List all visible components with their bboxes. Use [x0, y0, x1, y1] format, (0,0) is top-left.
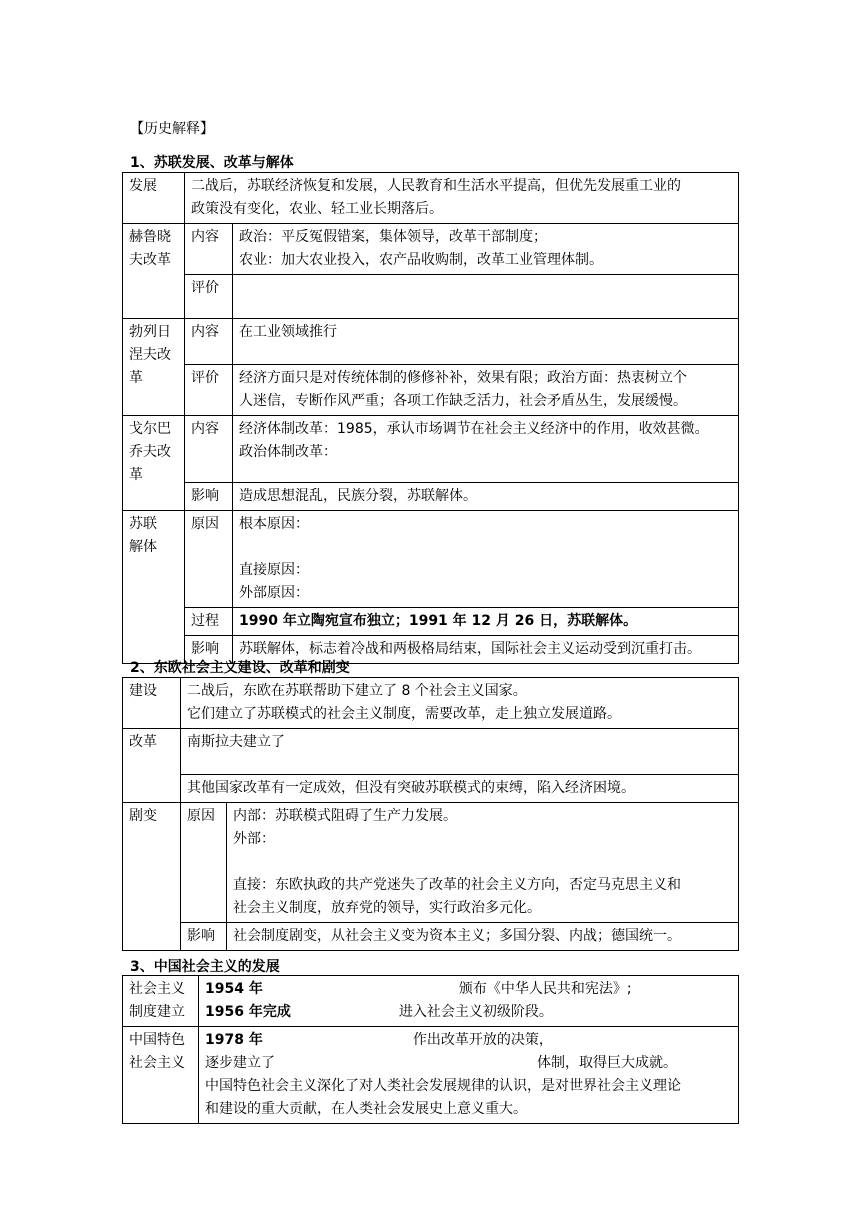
dissolution-impact-label: 影响 [185, 636, 233, 664]
build-text: 二战后，东欧在苏联帮助下建立了 8 个社会主义国家。 它们建立了苏联模式的社会主义制度，需要改革，走上独立发展道路。 [181, 678, 739, 729]
brezhnev-content: 在工业领域推行 [233, 319, 739, 365]
cs-significance-1: 中国特色社会主义深化了对人类社会发展规律的认识，是对世界社会主义理论 [205, 1078, 681, 1094]
establish-label: 社会主义 制度建立 [123, 976, 199, 1027]
est-primary-stage: 进入社会主义初级阶段。 [398, 1004, 553, 1020]
khrushchev-content: 政治：平反冤假错案，集体领导，改革干部制度； 农业：加大农业投入，农产品收购制，改革工业管理体制。 [233, 224, 739, 275]
khrushchev-content-label: 内容 [185, 224, 233, 275]
cs-reform-decision: 作出改革开放的决策， [412, 1032, 553, 1048]
section-3-title: 3、中国社会主义的发展 [130, 959, 280, 975]
reform-label: 改革 [123, 729, 181, 803]
khrushchev-eval [233, 275, 739, 319]
dissolution-impact: 苏联解体，标志着冷战和两极格局结束，国际社会主义运动受到沉重打击。 [233, 636, 739, 664]
dissolution-cause-label: 原因 [185, 511, 233, 608]
est-1954: 1954 年 [205, 981, 263, 997]
eastern-europe-table [122, 677, 739, 951]
page-heading: 【历史解释】 [130, 121, 214, 137]
est-1956: 1956 年完成 [205, 1004, 291, 1020]
dissolution-process: 1990 年立陶宛宣布独立；1991 年 12 月 26 日，苏联解体。 [233, 608, 739, 636]
upheaval-impact-label: 影响 [181, 923, 227, 951]
cs-1978: 1978 年 [205, 1032, 263, 1048]
ussr-table [122, 172, 739, 664]
dissolution-label: 苏联 解体 [123, 511, 185, 664]
cs-significance-2: 和建设的重大贡献，在人类社会发展史上意义重大。 [205, 1101, 527, 1117]
khrushchev-label: 赫鲁晓 夫改革 [123, 224, 185, 319]
section-1-title: 1、苏联发展、改革与解体 [130, 155, 294, 171]
cs-established: 逐步建立了 [205, 1055, 275, 1071]
upheaval-cause-label: 原因 [181, 803, 227, 923]
brezhnev-label: 勃列日 涅夫改 革 [123, 319, 185, 416]
gorbachev-content-label: 内容 [185, 416, 233, 483]
reform-others: 其他国家改革有一定成效，但没有突破苏联模式的束缚，陷入经济困境。 [181, 775, 739, 803]
section-2-title: 2、东欧社会主义建设、改革和剧变 [130, 660, 350, 676]
dissolution-cause: 根本原因： 直接原因： 外部原因： [233, 511, 739, 608]
upheaval-cause: 内部：苏联模式阻碍了生产力发展。 外部： 直接：东欧执政的共产党迷失了改革的社会主义方向，否定马克思主义和 社会主义制度，放弃党的领导，实行政治多元化。 [227, 803, 739, 923]
gorbachev-impact-label: 影响 [185, 483, 233, 511]
ussr-dev-label: 发展 [123, 173, 185, 224]
china-table [122, 975, 739, 1124]
chinese-socialism-label: 中国特色 社会主义 [123, 1027, 199, 1124]
cs-system: 体制，取得巨大成就。 [537, 1055, 677, 1071]
brezhnev-eval-label: 评价 [185, 365, 233, 416]
reform-yugoslavia: 南斯拉夫建立了 [181, 729, 739, 775]
upheaval-label: 剧变 [123, 803, 181, 951]
gorbachev-label: 戈尔巴 乔夫改 革 [123, 416, 185, 511]
brezhnev-content-label: 内容 [185, 319, 233, 365]
build-label: 建设 [123, 678, 181, 729]
upheaval-impact: 社会制度剧变，从社会主义变为资本主义；多国分裂、内战；德国统一。 [227, 923, 739, 951]
gorbachev-impact: 造成思想混乱，民族分裂，苏联解体。 [233, 483, 739, 511]
chinese-socialism-text [199, 1027, 739, 1124]
dissolution-process-label: 过程 [185, 608, 233, 636]
est-constitution: 颁布《中华人民共和宪法》; [458, 981, 632, 997]
establish-text [199, 976, 739, 1027]
ussr-dev-text: 二战后，苏联经济恢复和发展，人民教育和生活水平提高，但优先发展重工业的 政策没有变化，农业、轻工业长期落后。 [185, 173, 739, 224]
gorbachev-content: 经济体制改革：1985，承认市场调节在社会主义经济中的作用，收效甚微。 政治体制改革： [233, 416, 739, 483]
khrushchev-eval-label: 评价 [185, 275, 233, 319]
brezhnev-eval: 经济方面只是对传统体制的修修补补，效果有限；政治方面：热衷树立个 人迷信，专断作风严重；各项工作缺乏活力，社会矛盾丛生，发展缓慢。 [233, 365, 739, 416]
